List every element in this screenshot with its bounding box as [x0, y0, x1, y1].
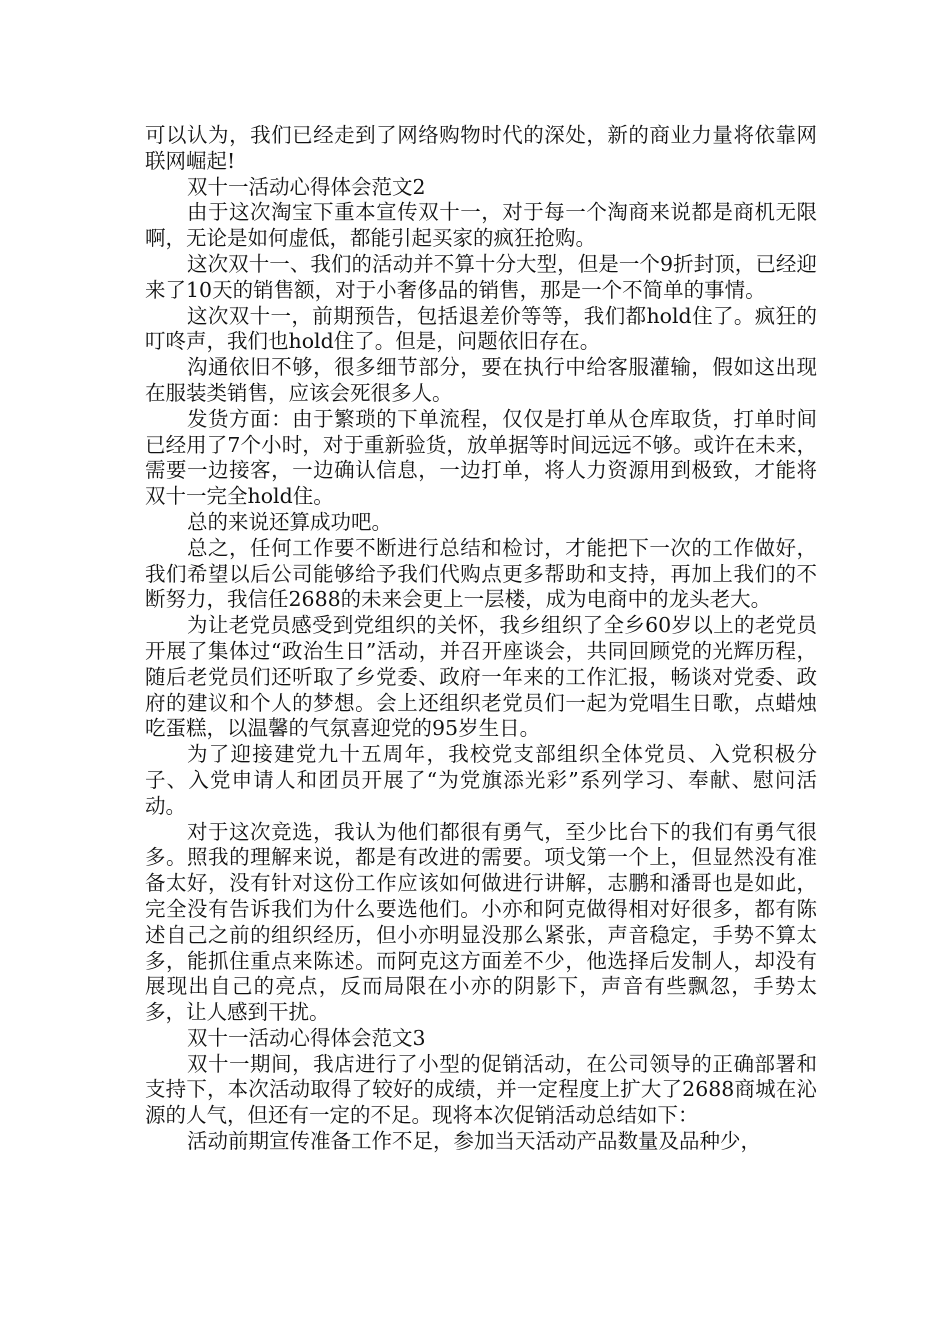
- paragraph-5: 这次双十一，前期预告，包括退差价等等，我们都hold住了。疯狂的叮咚声，我们也hold住了。但是，问题依旧存在。: [145, 303, 817, 354]
- paragraph-11: 为了迎接建党九十五周年，我校党支部组织全体党员、入党积极分子、入党申请人和团员开展了“为党旗添光彩”系列学习、奉献、慰问活动。: [145, 742, 817, 818]
- paragraph-1: 可以认为，我们已经走到了网络购物时代的深处，新的商业力量将依靠网联网崛起!: [145, 123, 817, 173]
- paragraph-12: 对于这次竞选，我认为他们都很有勇气，至少比台下的我们有勇气很多。照我的理解来说，都是有改进的需要。项戈第一个上，但显然没有准备太好，没有针对这份工作应该如何做进行讲解，志鹏和潘哥也是如此，完全没有告诉我们为什么要选他们。小亦和阿克做得相对好很多，都有陈述自己之前的组织经历，但小亦明显没那么紧张，声音稳定，手势不算太多，能抓住重点来陈述。而阿克这方面差不少，他选择后发制人，却没有展现出自己的亮点，反而局限在小亦的阴影下，声音有些飘忽，手势太多，让人感到干扰。: [145, 819, 817, 1025]
- paragraph-10: 为让老党员感受到党组织的关怀，我乡组织了全乡60岁以上的老党员开展了集体过“政治生日”活动，并召开座谈会，共同回顾党的光辉历程，随后老党员们还听取了乡党委、政府一年来的工作汇报，畅谈对党委、政府的建议和个人的梦想。会上还组织老党员们一起为党唱生日歌，点蜡烛吃蛋糕，以温馨的气氛喜迎党的95岁生日。: [145, 613, 817, 741]
- section-heading-2: 双十一活动心得体会范文2: [187, 174, 426, 199]
- paragraph-15: 活动前期宣传准备工作不足，参加当天活动产品数量及品种少，: [187, 1129, 761, 1154]
- paragraph-6: 沟通依旧不够，很多细节部分，要在执行中给客服灌输，假如这出现在服装类销售，应该会死很多人。: [145, 355, 817, 405]
- paragraph-4: 这次双十一、我们的活动并不算十分大型，但是一个9折封顶，已经迎来了10天的销售额，对于小奢侈品的销售，那是一个不简单的事情。: [145, 251, 817, 302]
- paragraph-7: 发货方面：由于繁琐的下单流程，仅仅是打单从仓库取货，打单时间已经用了7个小时，对于重新验货，放单据等时间远远不够。或许在未来，需要一边接客，一边确认信息，一边打单，将人力资源用到极致，才能将双十一完全hold住。: [145, 406, 817, 509]
- paragraph-14: 双十一期间，我店进行了小型的促销活动，在公司领导的正确部署和支持下，本次活动取得了较好的成绩，并一定程度上扩大了2688商城在沁源的人气，但还有一定的不足。现将本次促销活动总结如下：: [145, 1051, 817, 1128]
- paragraph-3: 由于这次淘宝下重本宣传双十一，对于每一个淘商来说都是商机无限啊，无论是如何虚低，都能引起买家的疯狂抢购。: [145, 200, 817, 251]
- section-heading-3: 双十一活动心得体会范文3: [187, 1025, 426, 1050]
- document-page: [145, 123, 817, 1155]
- paragraph-8: 总的来说还算成功吧。: [187, 509, 392, 534]
- paragraph-9: 总之，任何工作要不断进行总结和检讨，才能把下一次的工作做好，我们希望以后公司能够给予我们代购点更多帮助和支持，再加上我们的不断努力，我信任2688的未来会更上一层楼，成为电商中的龙头老大。: [145, 535, 817, 612]
